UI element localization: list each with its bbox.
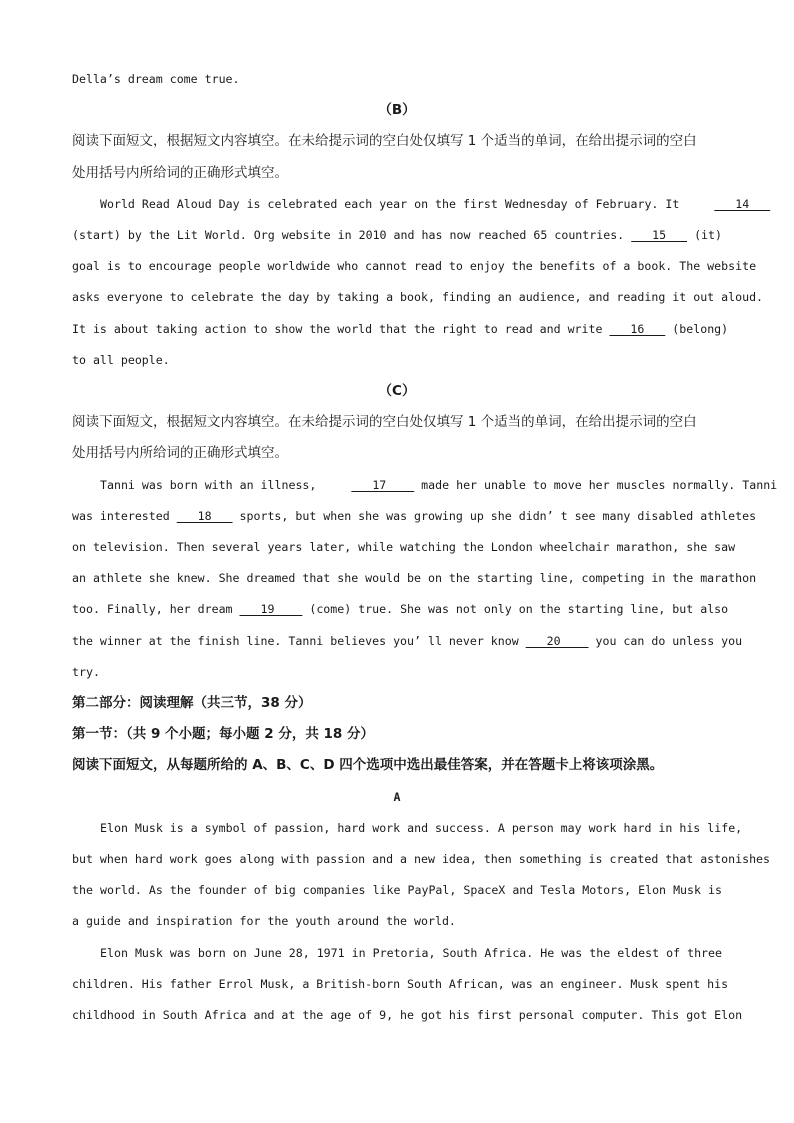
section-c-passage-line-6 — [72, 626, 743, 657]
part-two-instruction: 阅读下面短文，从每题所给的 A、B、C、D 四个选项中选出最佳答案，并在答题卡上将该项涂黑。 — [72, 757, 664, 774]
passage-text: you can do unless you — [588, 633, 743, 648]
part-two-title: 第二部分：阅读理解（共三节，38 分） — [72, 695, 312, 712]
passage-a-p1-line-1: Elon Musk is a symbol of passion, hard work and success. A person may work hard in his life, — [100, 820, 743, 835]
section-b-heading: （B） — [378, 102, 416, 119]
section-b-passage-line-1 — [72, 189, 771, 220]
passage-text: Tanni was born with an illness, — [100, 477, 324, 492]
passage-a-p1-line-2: but when hard work goes along with passion and a new idea, then something is created that astonishes — [72, 852, 771, 867]
passage-text: World Read Aloud Day is celebrated each year on the first Wednesday of February. It — [100, 196, 687, 211]
passage-a-p2-line-2: children. His father Errol Musk, a British-born South African, was an engineer. Musk spent his — [72, 976, 729, 991]
section-c-heading: （C） — [378, 383, 416, 400]
blank-17: 17 — [351, 477, 415, 492]
passage-text: sports, but when she was growing up she didn’ t see many disabled athletes — [232, 508, 757, 523]
passage-text: was interested — [72, 508, 177, 523]
blank-14: 14 — [714, 196, 771, 211]
document-page — [72, 64, 778, 1031]
section-c-passage-line-4: an athlete she knew. She dreamed that she would be on the starting line, competing in the marathon — [72, 571, 757, 586]
intro-tail-line — [72, 64, 722, 95]
blank-18: 18 — [176, 508, 233, 523]
section-b-instruction-line-1: 阅读下面短文，根据短文内容填空。在未给提示词的空白处仅填写 1 个适当的单词，在给出提示词的空白 — [72, 133, 697, 150]
section-b-passage-line-6: to all people. — [72, 352, 170, 367]
passage-text: (belong) — [665, 321, 729, 336]
passage-text: It is about taking action to show the world that the right to read and write — [72, 321, 610, 336]
passage-a-p1-line-3: the world. As the founder of big companies like PayPal, SpaceX and Tesla Motors, Elon Musk is — [72, 883, 722, 898]
section-b-passage-line-5 — [72, 314, 729, 345]
section-b-passage-line-3: goal is to encourage people worldwide who cannot read to enjoy the benefits of a book. The website — [72, 259, 757, 274]
passage-text: the winner at the finish line. Tanni believes you’ ll never know — [72, 633, 526, 648]
section-c-passage-line-5 — [72, 594, 729, 625]
section-c-passage-line-2 — [72, 501, 757, 532]
passage-a-p2-line-1: Elon Musk was born on June 28, 1971 in Pretoria, South Africa. He was the eldest of three — [100, 945, 722, 960]
blank-20: 20 — [525, 633, 589, 648]
section-b-passage-line-4: asks everyone to celebrate the day by taking a book, finding an audience, and reading it out aloud. — [72, 290, 764, 305]
blank-15: 15 — [631, 228, 688, 243]
section-c-instruction-line-1: 阅读下面短文，根据短文内容填空。在未给提示词的空白处仅填写 1 个适当的单词，在给出提示词的空白 — [72, 414, 697, 431]
passage-a-p1-line-4: a guide and inspiration for the youth around the world. — [72, 914, 456, 929]
passage-text: (start) by the Lit World. Org website in 2010 and has now reached 65 countries. — [72, 228, 632, 243]
intro-tail-text: Della’s dream come true. — [72, 72, 240, 86]
passage-a-p2-line-3: childhood in South Africa and at the age of 9, he got his first personal computer. This got Elon — [72, 1008, 743, 1023]
part-two-section-one: 第一节：（共 9 个小题；每小题 2 分，共 18 分） — [72, 726, 375, 743]
passage-text: too. Finally, her dream — [72, 602, 240, 617]
blank-16: 16 — [609, 321, 666, 336]
blank-19: 19 — [239, 602, 303, 617]
section-c-passage-line-1 — [72, 470, 778, 501]
section-c-instruction-line-2: 处用括号内所给词的正确形式填空。 — [72, 445, 288, 462]
passage-text: (it) — [687, 228, 722, 243]
passage-text: made her unable to move her muscles normally. Tanni — [414, 477, 778, 492]
section-c-passage-line-3: on television. Then several years later, while watching the London wheelchair marathon, she saw — [72, 540, 736, 555]
section-c-passage-line-7: try. — [72, 664, 100, 679]
section-b-instruction-line-2: 处用括号内所给词的正确形式填空。 — [72, 164, 288, 181]
section-b-passage-line-2 — [72, 220, 722, 251]
passage-text: (come) true. She was not only on the starting line, but also — [302, 602, 729, 617]
passage-a-heading: A — [393, 789, 401, 804]
